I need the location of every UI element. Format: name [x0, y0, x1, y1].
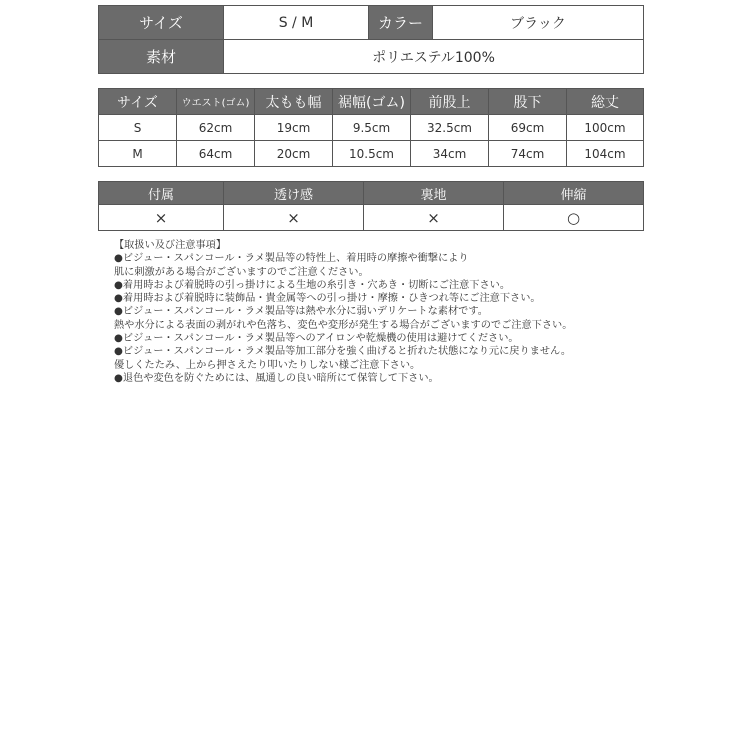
size-table-header-cell: ウエスト(ゴム)	[177, 89, 255, 115]
attribute-value-stretch: ○	[504, 205, 644, 231]
size-value: S / M	[224, 6, 369, 40]
size-table-row	[99, 141, 644, 167]
size-table-header-cell: 裾幅(ゴム)	[333, 89, 411, 115]
material-value: ポリエステル100%	[224, 40, 644, 74]
size-table-header-cell: 前股上	[411, 89, 489, 115]
care-note-line: ●ビジュー・スパンコール・ラメ製品等加工部分を強く曲げると折れた状態になり元に戻りません。	[114, 346, 572, 358]
spec-row-material	[99, 40, 644, 74]
size-table-cell: 74cm	[489, 141, 567, 167]
care-notes-heading: 【取扱い及び注意事項】	[114, 240, 227, 251]
material-label: 素材	[99, 40, 224, 74]
size-table-header-cell: サイズ	[99, 89, 177, 115]
attribute-value-accessories: ×	[99, 205, 224, 231]
size-table-cell: 10.5cm	[333, 141, 411, 167]
attribute-header-stretch: 伸縮	[504, 182, 644, 205]
size-table	[98, 88, 644, 167]
attribute-header-sheerness: 透け感	[224, 182, 364, 205]
attributes-table	[98, 181, 644, 231]
product-spec-table	[98, 5, 644, 74]
attribute-header-accessories: 付属	[99, 182, 224, 205]
care-note-line: ●着用時および着脱時に装飾品・貴金属等への引っ掛け・摩擦・ひきつれ等にご注意下さい。	[114, 293, 541, 305]
size-table-cell: S	[99, 115, 177, 141]
attribute-header-lining: 裏地	[364, 182, 504, 205]
size-table-cell: 100cm	[567, 115, 644, 141]
size-table-header-cell: 股下	[489, 89, 567, 115]
attribute-value-lining: ×	[364, 205, 504, 231]
size-table-cell: 104cm	[567, 141, 644, 167]
care-note-line: ●ビジュー・スパンコール・ラメ製品等は熱や水分に弱いデリケートな素材です。	[114, 306, 488, 318]
care-note-line: 肌に刺激がある場合がございますのでご注意ください。	[114, 266, 369, 278]
size-table-cell: 64cm	[177, 141, 255, 167]
size-table-header-cell: 太もも幅	[255, 89, 333, 115]
attribute-value-sheerness: ×	[224, 205, 364, 231]
care-notes	[114, 239, 674, 385]
care-note-line: ●退色や変色を防ぐためには、風通しの良い暗所にて保管して下さい。	[114, 372, 439, 384]
care-note-line: 優しくたたみ、上から押さえたり叩いたりしない様ご注意下さい。	[114, 359, 421, 371]
size-table-cell: 32.5cm	[411, 115, 489, 141]
care-note-line: ●着用時および着脱時の引っ掛けによる生地の糸引き・穴あき・切断にご注意下さい。	[114, 279, 511, 291]
size-table-cell: 19cm	[255, 115, 333, 141]
size-table-header-cell: 総丈	[567, 89, 644, 115]
care-note-line: 熱や水分による表面の剥がれや色落ち、変色や変形が発生する場合がございますのでご注意下さい。	[114, 319, 573, 331]
attributes-header	[99, 182, 644, 205]
size-table-cell: 34cm	[411, 141, 489, 167]
size-table-cell: 62cm	[177, 115, 255, 141]
size-label: サイズ	[99, 6, 224, 40]
size-table-cell: 69cm	[489, 115, 567, 141]
size-table-row	[99, 115, 644, 141]
spec-row-size-color	[99, 6, 644, 40]
size-table-cell: 9.5cm	[333, 115, 411, 141]
attributes-values	[99, 205, 644, 231]
color-label: カラー	[369, 6, 433, 40]
size-table-header	[99, 89, 644, 115]
size-table-cell: M	[99, 141, 177, 167]
color-value: ブラック	[433, 6, 644, 40]
care-note-line: ●ビジュー・スパンコール・ラメ製品等の特性上、着用時の摩擦や衝撃により	[114, 253, 469, 265]
size-table-cell: 20cm	[255, 141, 333, 167]
care-note-line: ●ビジュー・スパンコール・ラメ製品等へのアイロンや乾燥機の使用は避けてください。	[114, 333, 519, 345]
